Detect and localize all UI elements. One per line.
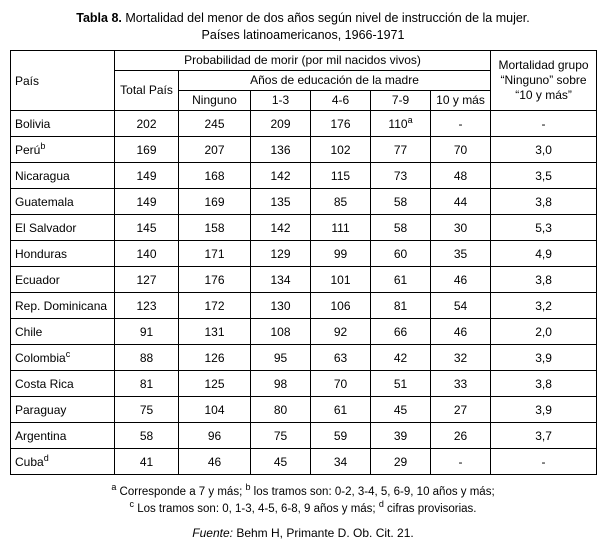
cell-4-6-value: 102 [330, 142, 351, 157]
cell-pais [11, 215, 115, 241]
cell-ninguno-value: 168 [204, 168, 225, 183]
cell-total-pais-value: 81 [139, 376, 154, 391]
cell-total-pais-value: 140 [136, 246, 157, 261]
cell-10-y-mas-value: - [458, 116, 463, 131]
cell-ratio-value: 3,8 [535, 272, 552, 287]
cell-ninguno [179, 241, 251, 267]
cell-ninguno [179, 423, 251, 449]
cell-4-6 [311, 267, 371, 293]
cell-7-9 [371, 215, 431, 241]
caption-line1: Mortalidad del menor de dos años según nivel de instrucción de la mujer. [121, 11, 530, 25]
cell-7-9-value: 58 [393, 220, 408, 235]
cell-ninguno-value: 158 [204, 220, 225, 235]
cell-ninguno-value: 172 [204, 298, 225, 313]
cell-4-6-value: 59 [333, 428, 348, 443]
cell-ratio [491, 449, 597, 475]
cell-ratio-value: - [541, 116, 546, 131]
cell-4-6-value: 115 [330, 168, 351, 183]
country-footnote-marker: b [40, 140, 46, 151]
cell-7-9-value: 42 [393, 350, 408, 365]
cell-1-3 [251, 163, 311, 189]
table-row [11, 215, 597, 241]
table-row [11, 163, 597, 189]
cell-total-pais-value: 123 [136, 298, 157, 313]
cell-pais [11, 241, 115, 267]
cell-1-3-value: 142 [270, 220, 291, 235]
cell-10-y-mas-value: 30 [453, 220, 468, 235]
header-10-y-mas: 10 y más [431, 91, 491, 111]
cell-ratio [491, 111, 597, 137]
cell-4-6 [311, 345, 371, 371]
cell-pais [11, 189, 115, 215]
footnote-marker-a: a [111, 482, 117, 493]
cell-1-3 [251, 345, 311, 371]
cell-ratio [491, 423, 597, 449]
cell-4-6 [311, 189, 371, 215]
cell-ninguno [179, 137, 251, 163]
cell-ratio [491, 397, 597, 423]
cell-10-y-mas-value: 27 [453, 402, 468, 417]
cell-total-pais [115, 189, 179, 215]
cell-ratio [491, 189, 597, 215]
footnote-marker-d: d [378, 499, 384, 510]
cell-total-pais [115, 111, 179, 137]
cell-total-pais-value: 149 [136, 168, 157, 183]
cell-4-6 [311, 371, 371, 397]
cell-footnote-marker: a [407, 114, 413, 125]
cell-ratio [491, 137, 597, 163]
cell-1-3 [251, 241, 311, 267]
table-row [11, 319, 597, 345]
cell-pais [11, 449, 115, 475]
cell-1-3-value: 45 [273, 454, 288, 469]
cell-pais [11, 163, 115, 189]
table-caption [10, 10, 596, 43]
header-1-3: 1-3 [251, 91, 311, 111]
country-name: Perú [15, 142, 41, 157]
cell-ninguno [179, 293, 251, 319]
table-row [11, 111, 597, 137]
cell-7-9 [371, 163, 431, 189]
cell-pais [11, 423, 115, 449]
cell-pais [11, 371, 115, 397]
cell-1-3-value: 134 [270, 272, 291, 287]
header-group-ratio: Mortalidad grupo “Ninguno” sobre “10 y más” [491, 51, 597, 111]
cell-ninguno [179, 449, 251, 475]
table-source [10, 526, 596, 540]
cell-4-6-value: 176 [330, 116, 351, 131]
cell-10-y-mas-value: 70 [453, 142, 468, 157]
cell-1-3 [251, 137, 311, 163]
cell-1-3 [251, 267, 311, 293]
cell-total-pais-value: 41 [139, 454, 154, 469]
cell-1-3-value: 95 [273, 350, 288, 365]
country-footnote-marker: d [43, 452, 49, 463]
cell-ratio [491, 345, 597, 371]
header-group-probabilidad: Probabilidad de morir (por mil nacidos vivos) [115, 51, 491, 71]
cell-4-6-value: 92 [333, 324, 348, 339]
cell-7-9 [371, 189, 431, 215]
cell-7-9-value: 29 [393, 454, 408, 469]
cell-10-y-mas [431, 163, 491, 189]
cell-ninguno [179, 163, 251, 189]
cell-1-3 [251, 449, 311, 475]
header-group-educacion: Años de educación de la madre [179, 71, 491, 91]
table-header-row-1 [11, 51, 597, 71]
cell-pais [11, 397, 115, 423]
header-4-6: 4-6 [311, 91, 371, 111]
country-name: Chile [15, 324, 43, 339]
header-ninguno: Ninguno [179, 91, 251, 111]
country-name: Rep. Dominicana [15, 298, 108, 313]
cell-ratio [491, 319, 597, 345]
cell-1-3-value: 135 [270, 194, 291, 209]
cell-7-9-value: 110 [388, 116, 408, 131]
cell-total-pais [115, 423, 179, 449]
cell-4-6 [311, 137, 371, 163]
cell-ninguno-value: 176 [204, 272, 225, 287]
cell-7-9 [371, 293, 431, 319]
header-total-pais: Total País [115, 71, 179, 111]
cell-10-y-mas [431, 397, 491, 423]
cell-7-9 [371, 319, 431, 345]
cell-7-9-value: 60 [393, 246, 408, 261]
cell-7-9 [371, 111, 431, 137]
cell-10-y-mas-value: 46 [453, 324, 468, 339]
footnote-marker-c: c [129, 499, 134, 510]
cell-7-9-value: 66 [393, 324, 408, 339]
cell-4-6 [311, 293, 371, 319]
caption-label: Tabla 8. [76, 11, 122, 25]
cell-4-6 [311, 319, 371, 345]
cell-pais [11, 345, 115, 371]
caption-line2: Países latinoamericanos, 1966-1971 [201, 27, 405, 42]
cell-ninguno-value: 46 [207, 454, 222, 469]
cell-total-pais [115, 449, 179, 475]
cell-ratio [491, 371, 597, 397]
cell-ninguno-value: 104 [204, 402, 225, 417]
cell-7-9-value: 81 [393, 298, 408, 313]
cell-4-6 [311, 397, 371, 423]
cell-4-6 [311, 111, 371, 137]
cell-ninguno [179, 267, 251, 293]
cell-ninguno [179, 111, 251, 137]
cell-4-6-value: 101 [330, 272, 351, 287]
cell-10-y-mas [431, 137, 491, 163]
cell-ratio-value: 3,7 [535, 428, 552, 443]
cell-10-y-mas-value: 46 [453, 272, 468, 287]
cell-7-9-value: 61 [393, 272, 408, 287]
cell-total-pais-value: 127 [136, 272, 157, 287]
cell-10-y-mas [431, 267, 491, 293]
cell-7-9 [371, 345, 431, 371]
cell-ratio [491, 267, 597, 293]
table-row [11, 189, 597, 215]
cell-total-pais-value: 91 [139, 324, 154, 339]
table-row [11, 293, 597, 319]
cell-ninguno [179, 397, 251, 423]
cell-1-3 [251, 371, 311, 397]
cell-ratio-value: 5,3 [535, 220, 552, 235]
cell-4-6 [311, 241, 371, 267]
country-name: Ecuador [15, 272, 60, 287]
cell-10-y-mas-value: - [458, 454, 463, 469]
cell-ninguno-value: 125 [204, 376, 225, 391]
cell-1-3 [251, 215, 311, 241]
table-row [11, 267, 597, 293]
cell-ratio [491, 163, 597, 189]
cell-1-3-value: 75 [273, 428, 288, 443]
table-row [11, 137, 597, 163]
cell-1-3-value: 80 [273, 402, 288, 417]
cell-4-6-value: 61 [333, 402, 348, 417]
cell-ratio [491, 241, 597, 267]
footnote-b-text: los tramos son: 0-2, 3-4, 5, 6-9, 10 años y más; [250, 486, 495, 498]
country-name: Colombia [15, 350, 66, 365]
cell-7-9-value: 77 [393, 142, 408, 157]
cell-7-9-value: 39 [393, 428, 408, 443]
cell-7-9 [371, 241, 431, 267]
table-footnotes [10, 484, 596, 519]
cell-ratio-value: 2,0 [535, 324, 552, 339]
cell-1-3-value: 136 [270, 142, 291, 157]
cell-pais [11, 319, 115, 345]
source-label: Fuente: [192, 525, 233, 540]
cell-ninguno [179, 319, 251, 345]
cell-total-pais [115, 293, 179, 319]
cell-ratio-value: 4,9 [535, 246, 552, 261]
cell-total-pais-value: 75 [139, 402, 154, 417]
cell-10-y-mas-value: 33 [453, 376, 468, 391]
cell-7-9 [371, 397, 431, 423]
cell-ninguno-value: 171 [204, 246, 225, 261]
cell-7-9 [371, 371, 431, 397]
cell-10-y-mas [431, 111, 491, 137]
cell-7-9-value: 45 [393, 402, 408, 417]
table-row [11, 423, 597, 449]
country-name: Argentina [15, 428, 67, 443]
source-text: Behm H, Primante D. Ob. Cit. 21. [232, 525, 414, 540]
cell-total-pais [115, 215, 179, 241]
country-name: Honduras [15, 246, 68, 261]
cell-4-6 [311, 449, 371, 475]
cell-1-3-value: 98 [273, 376, 288, 391]
cell-total-pais-value: 58 [139, 428, 154, 443]
header-7-9: 7-9 [371, 91, 431, 111]
cell-total-pais-value: 88 [139, 350, 154, 365]
cell-1-3 [251, 293, 311, 319]
cell-ninguno-value: 131 [204, 324, 225, 339]
cell-1-3 [251, 111, 311, 137]
cell-ratio-value: 3,5 [535, 168, 552, 183]
cell-1-3-value: 108 [270, 324, 291, 339]
cell-1-3-value: 209 [270, 116, 291, 131]
cell-1-3-value: 130 [270, 298, 291, 313]
country-footnote-marker: c [65, 348, 71, 359]
cell-ninguno-value: 169 [204, 194, 225, 209]
table-row [11, 449, 597, 475]
cell-total-pais [115, 371, 179, 397]
cell-7-9 [371, 137, 431, 163]
cell-7-9 [371, 423, 431, 449]
cell-ratio-value: 3,9 [535, 402, 552, 417]
cell-1-3-value: 142 [270, 168, 291, 183]
cell-total-pais-value: 145 [136, 220, 157, 235]
cell-ninguno-value: 207 [204, 142, 225, 157]
table-row [11, 371, 597, 397]
cell-ninguno-value: 96 [207, 428, 222, 443]
cell-ninguno-value: 126 [204, 350, 225, 365]
table-body [11, 111, 597, 475]
cell-4-6-value: 99 [333, 246, 348, 261]
cell-10-y-mas-value: 44 [453, 194, 468, 209]
cell-total-pais-value: 202 [136, 116, 157, 131]
country-name: Costa Rica [15, 376, 74, 391]
cell-ratio-value: 3,9 [535, 350, 552, 365]
cell-10-y-mas-value: 35 [453, 246, 468, 261]
cell-total-pais [115, 397, 179, 423]
footnote-marker-b: b [245, 482, 251, 493]
cell-10-y-mas-value: 54 [453, 298, 468, 313]
cell-7-9-value: 73 [393, 168, 408, 183]
cell-total-pais [115, 319, 179, 345]
country-name: El Salvador [15, 220, 77, 235]
cell-1-3 [251, 423, 311, 449]
cell-4-6-value: 70 [333, 376, 348, 391]
cell-ninguno [179, 345, 251, 371]
cell-4-6-value: 111 [331, 220, 350, 235]
cell-4-6-value: 34 [333, 454, 348, 469]
cell-ratio [491, 215, 597, 241]
cell-10-y-mas [431, 423, 491, 449]
footnote-a-text: Corresponde a 7 y más; [116, 486, 246, 498]
cell-total-pais [115, 241, 179, 267]
cell-ninguno [179, 215, 251, 241]
cell-ninguno [179, 371, 251, 397]
cell-10-y-mas [431, 189, 491, 215]
cell-4-6 [311, 423, 371, 449]
cell-4-6 [311, 163, 371, 189]
footnote-d-text: cifras provisorias. [383, 503, 477, 516]
table-row [11, 397, 597, 423]
cell-7-9-value: 51 [393, 376, 408, 391]
table-row [11, 345, 597, 371]
cell-ratio-value: 3,8 [535, 376, 552, 391]
cell-ratio-value: - [541, 454, 546, 469]
cell-pais [11, 293, 115, 319]
cell-1-3 [251, 397, 311, 423]
cell-10-y-mas [431, 215, 491, 241]
cell-4-6-value: 85 [333, 194, 348, 209]
cell-pais [11, 137, 115, 163]
header-pais: País [11, 51, 115, 111]
cell-total-pais [115, 163, 179, 189]
cell-4-6 [311, 215, 371, 241]
cell-7-9-value: 58 [393, 194, 408, 209]
cell-10-y-mas [431, 293, 491, 319]
cell-10-y-mas [431, 371, 491, 397]
cell-7-9 [371, 267, 431, 293]
cell-total-pais [115, 137, 179, 163]
cell-10-y-mas-value: 48 [453, 168, 468, 183]
country-name: Bolivia [15, 116, 51, 131]
cell-10-y-mas [431, 345, 491, 371]
country-name: Cuba [15, 454, 44, 469]
cell-total-pais-value: 169 [136, 142, 157, 157]
country-name: Guatemala [15, 194, 74, 209]
cell-total-pais-value: 149 [136, 194, 157, 209]
cell-1-3-value: 129 [270, 246, 291, 261]
country-name: Paraguay [15, 402, 67, 417]
cell-ratio-value: 3,0 [535, 142, 552, 157]
cell-pais [11, 267, 115, 293]
cell-ratio-value: 3,8 [535, 194, 552, 209]
cell-ninguno-value: 245 [204, 116, 225, 131]
cell-total-pais [115, 345, 179, 371]
cell-10-y-mas [431, 319, 491, 345]
cell-ratio-value: 3,2 [535, 298, 552, 313]
footnote-c-text: Los tramos son: 0, 1-3, 4-5, 6-8, 9 años y más; [134, 503, 379, 516]
cell-7-9 [371, 449, 431, 475]
cell-1-3 [251, 189, 311, 215]
mortality-table [10, 50, 597, 475]
cell-1-3 [251, 319, 311, 345]
cell-10-y-mas [431, 449, 491, 475]
cell-4-6-value: 106 [330, 298, 351, 313]
cell-10-y-mas-value: 32 [453, 350, 468, 365]
cell-total-pais [115, 267, 179, 293]
cell-10-y-mas-value: 26 [453, 428, 468, 443]
cell-pais [11, 111, 115, 137]
cell-4-6-value: 63 [333, 350, 348, 365]
country-name: Nicaragua [15, 168, 70, 183]
cell-ratio [491, 293, 597, 319]
cell-ninguno [179, 189, 251, 215]
cell-10-y-mas [431, 241, 491, 267]
table-row [11, 241, 597, 267]
